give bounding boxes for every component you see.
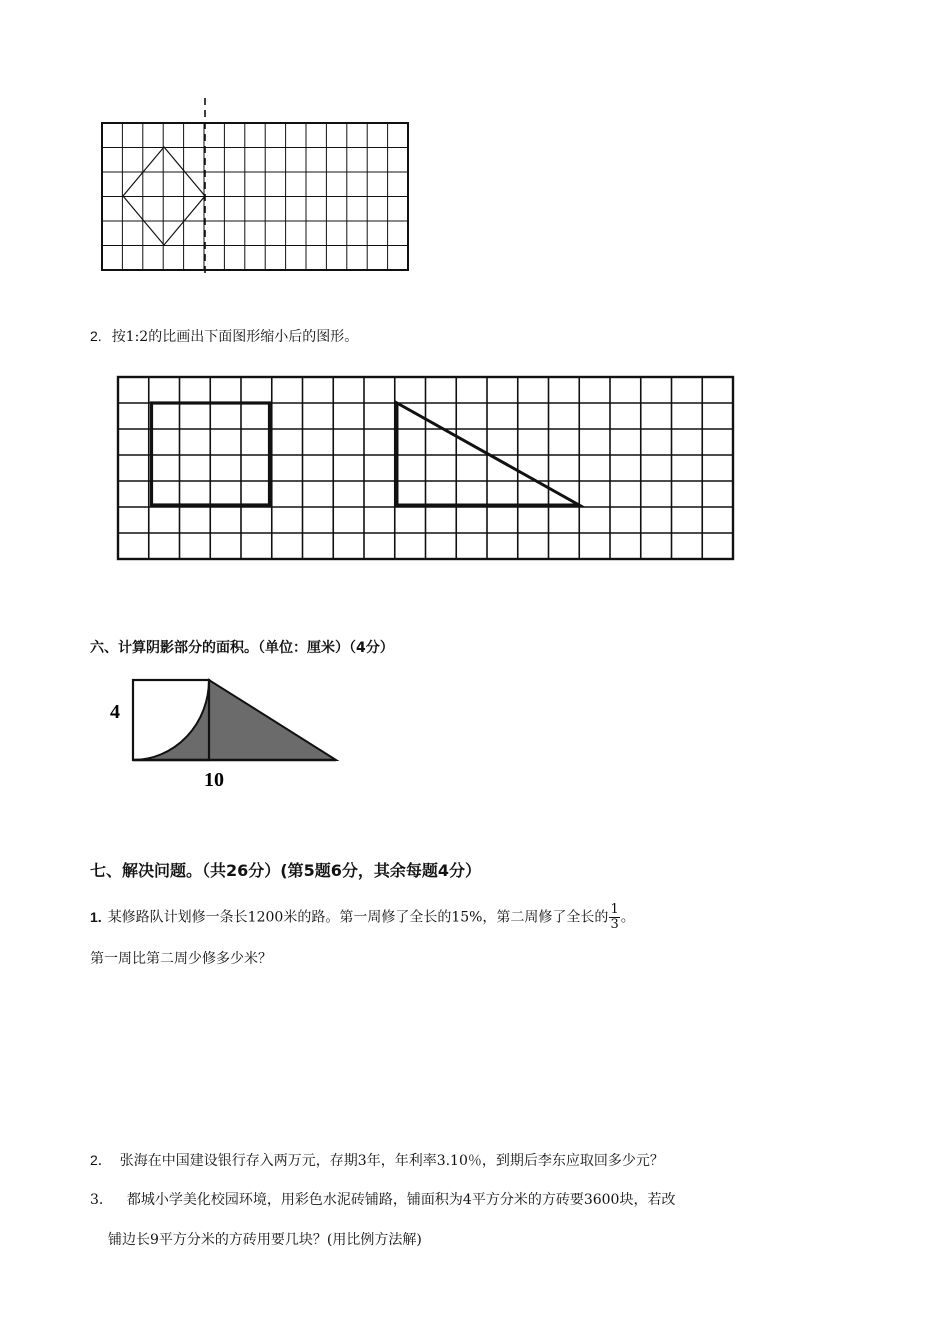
- problem-1-line1: 某修路队计划修一条长1200米的路。第一周修了全长的15%，第二周修了全长的: [107, 909, 609, 926]
- question-2: [90, 326, 358, 346]
- base-label: 10: [204, 769, 224, 791]
- scale-grid-svg: [116, 375, 736, 561]
- scale-grid-figure: [116, 375, 736, 561]
- problem-1-line1-end: 。: [620, 909, 635, 926]
- problem-2: [90, 1150, 664, 1170]
- problem-3: [90, 1189, 675, 1209]
- symmetry-grid-figure: [100, 98, 412, 278]
- fraction-denominator: 3: [610, 917, 619, 932]
- problem-1-number: 1.: [90, 908, 102, 925]
- fraction-numerator: 1: [610, 902, 619, 917]
- section-6-heading: 六、计算阴影部分的面积。（单位：厘米）（4分）: [90, 640, 394, 656]
- shaded-area-figure: [100, 672, 350, 792]
- problem-2-text: 张海在中国建设银行存入两万元，存期3年，年利率3.10％，到期后李东应取回多少元？: [119, 1153, 664, 1169]
- problem-3-number: 3．: [90, 1192, 113, 1208]
- question-2-number: 2.: [90, 328, 102, 344]
- height-label: 4: [110, 701, 120, 723]
- problem-1-line2: 第一周比第二周少修多少米？: [90, 951, 272, 967]
- symmetry-grid-svg: [100, 98, 412, 278]
- problem-2-number: 2．: [90, 1152, 112, 1168]
- triangle-shape: [397, 403, 579, 505]
- problem-3-line1: 都城小学美化校园环境，用彩色水泥砖铺路，铺面积为4平方分米的方砖要3600块，若改: [126, 1192, 676, 1208]
- shaded-region: [133, 680, 336, 760]
- shaded-area-svg: [100, 672, 350, 792]
- problem-3-line2: 铺边长9平方分米的方砖用要几块？(用比例方法解): [108, 1232, 422, 1248]
- section-7-heading: 七、解决问题。（共26分）(第5题6分，其余每题4分）: [90, 861, 481, 880]
- fraction-one-third: [609, 903, 619, 932]
- problem-1: [90, 903, 635, 932]
- question-2-text: 按1:2的比画出下面图形缩小后的图形。: [111, 329, 359, 345]
